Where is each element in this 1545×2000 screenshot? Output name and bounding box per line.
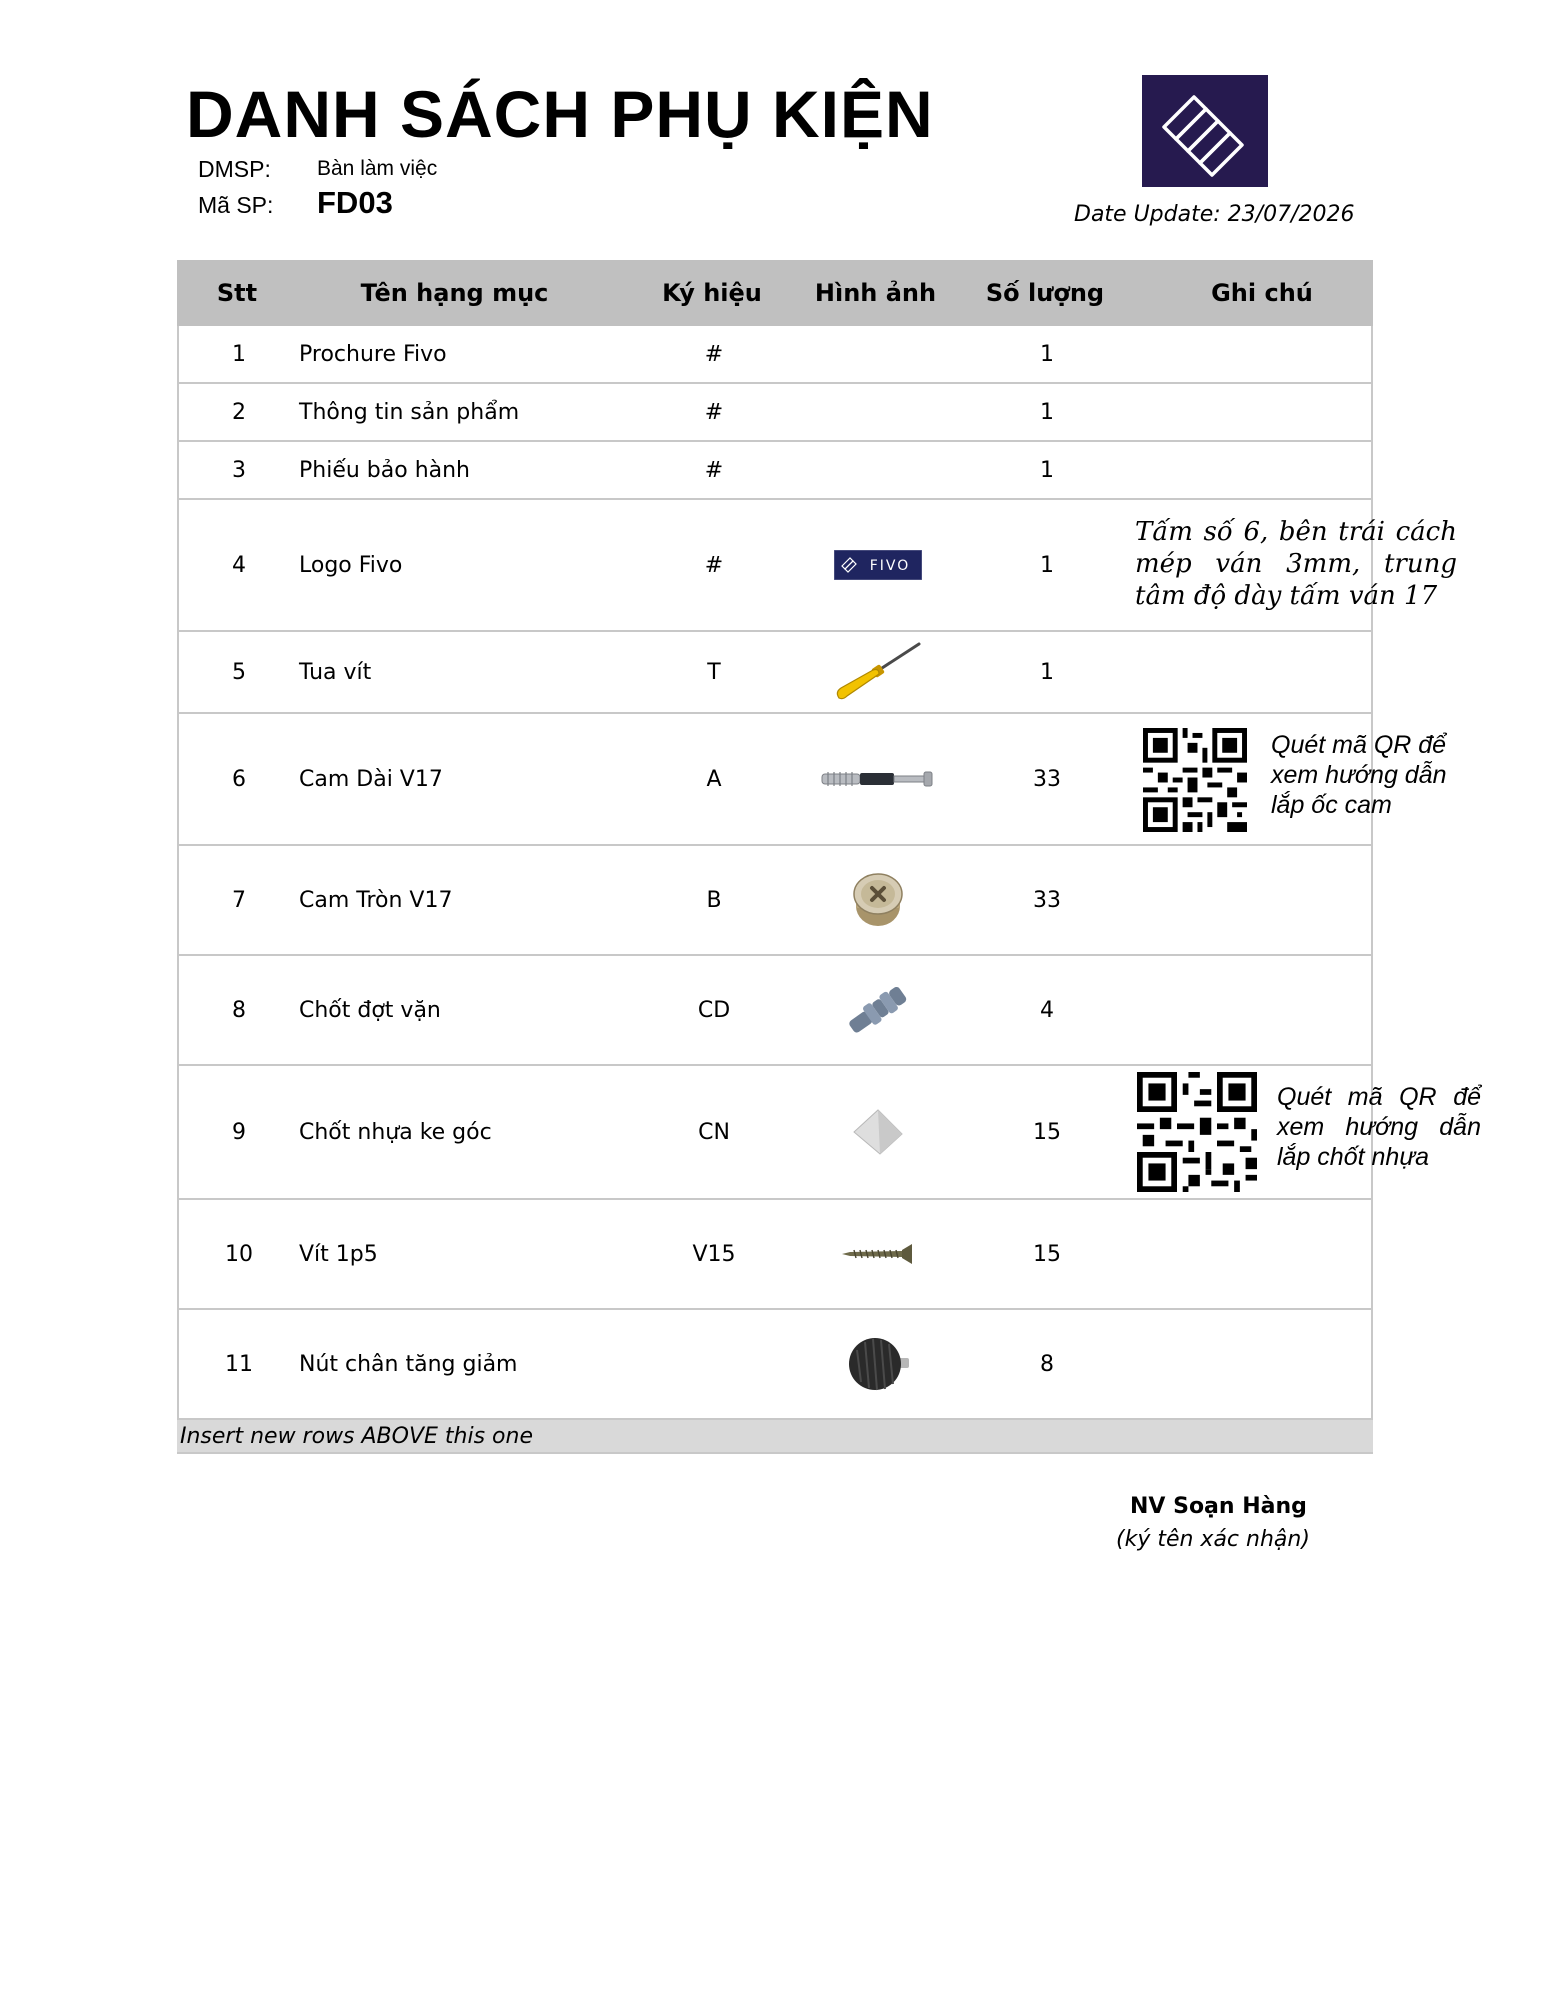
table-row [179,846,1371,956]
row-symbol: CD [697,997,731,1023]
row-symbol: # [704,341,724,367]
row-note [1153,956,1371,1064]
row-qty: 1 [1040,659,1054,685]
signature-title: NV Soạn Hàng [1130,1494,1307,1519]
row-image [814,956,941,1064]
table-row [179,442,1371,500]
qr-instruction-text: Quét mã QR để xem hướng dẫn lắp ốc cam [1271,731,1447,819]
plastic-corner-block-icon [848,1104,908,1160]
row-symbol: T [707,659,721,685]
table-row [179,1066,1481,1200]
row-name: Nút chân tăng giảm [299,1351,518,1377]
dmsp-value: Bàn làm việc [317,157,438,180]
row-qty: 4 [1040,997,1054,1023]
row-image [814,442,941,498]
fivo-logo-badge-icon [834,550,922,580]
row-image [814,632,941,712]
date-update: Date Update: 23/07/2026 [1074,202,1355,227]
masp-label: Mã SP: [198,192,274,218]
row-stt: 8 [232,997,246,1023]
table-row [179,500,1457,632]
accessory-table [177,260,1481,1454]
row-stt: 6 [232,766,246,792]
company-logo-icon [1142,75,1268,187]
dmsp-label: DMSP: [198,156,271,182]
row-qty: 1 [1040,341,1054,367]
table-row [179,956,1371,1066]
row-note [1135,500,1457,630]
table-row [179,326,1371,384]
row-qty: 15 [1033,1241,1061,1267]
row-note [1153,1200,1371,1308]
row-name: Tua vít [299,659,372,685]
qr-code-icon [1143,728,1247,832]
row-symbol: V15 [692,1241,736,1267]
row-stt: 1 [232,341,246,367]
row-symbol [614,1310,814,1418]
row-qty: 1 [1040,399,1054,425]
row-qty: 8 [1040,1351,1054,1377]
screwdriver-icon [833,640,923,704]
row-qty: 1 [1040,457,1054,483]
row-name: Cam Tròn V17 [299,887,453,913]
col-note: Ghi chú [1211,279,1313,307]
row-note [1153,846,1371,954]
row-symbol: # [704,552,724,578]
row-stt: 7 [232,887,246,913]
row-name: Phiếu bảo hành [299,457,471,483]
row-qty: 33 [1033,887,1061,913]
row-name: Thông tin sản phẩm [299,399,520,425]
row-image [814,500,941,630]
row-stt: 4 [232,552,246,578]
table-row [179,384,1371,442]
row-stt: 10 [225,1241,253,1267]
round-cam-lock-icon [850,870,906,930]
fivo-logo-text: FIVO [869,558,910,574]
row-name: Chốt đợt vặn [299,997,441,1023]
table-header [177,260,1373,326]
row-name: Vít 1p5 [299,1241,378,1267]
col-image: Hình ảnh [814,279,937,307]
row-note [1153,442,1371,498]
dowel-pin-icon [840,979,916,1041]
leveling-foot-icon [843,1334,913,1394]
col-qty: Số lượng [985,279,1105,307]
row-stt: 11 [225,1351,253,1377]
row-note [1153,632,1371,712]
row-qty: 1 [1040,552,1054,578]
row-image [814,1066,941,1198]
row-note [1153,326,1371,382]
row-image [814,1310,941,1418]
row-symbol: CN [698,1119,730,1145]
row-name: Prochure Fivo [299,341,447,367]
table-body [177,326,1481,1420]
row-note [1153,384,1371,440]
row-stt: 3 [232,457,246,483]
row-symbol: A [706,766,722,792]
table-row [179,1200,1371,1310]
table-row [179,1310,1371,1420]
row-qty: 15 [1033,1119,1061,1145]
row-image [814,326,941,382]
table-row [179,714,1447,846]
wood-screw-icon [840,1242,916,1266]
row-image [814,846,941,954]
col-name: Tên hạng mục [360,279,549,307]
row-image [814,1200,941,1308]
masp-value: FD03 [317,185,393,220]
row-symbol: # [704,399,724,425]
row-note [1153,1310,1371,1418]
row-stt: 5 [232,659,246,685]
page-title: DANH SÁCH PHỤ KIỆN [186,77,934,151]
col-symbol: Ký hiệu [662,279,762,307]
row-image [814,714,941,844]
col-stt: Stt [216,279,258,307]
row-note-text: Tấm số 6, bên trái cách mép ván 3mm, trung tâm độ dày tấm ván 17 [1135,517,1457,611]
row-symbol: B [706,887,722,913]
qr-code-icon [1137,1072,1257,1192]
row-symbol: # [704,457,724,483]
qr-instruction-text: Quét mã QR để xem hướng dẫn lắp chốt nhựa [1277,1083,1481,1171]
row-name: Logo Fivo [299,552,403,578]
row-note [1153,714,1447,844]
row-name: Chốt nhựa ke góc [299,1119,492,1145]
row-note [1153,1066,1481,1198]
long-cam-bolt-icon [820,767,936,791]
row-stt: 2 [232,399,246,425]
row-name: Cam Dài V17 [299,766,443,792]
row-qty: 33 [1033,766,1061,792]
table-row [179,632,1371,714]
insert-rows-note: Insert new rows ABOVE this one [177,1420,1373,1454]
signature-subtitle: (ký tên xác nhận) [1116,1527,1310,1552]
row-image [814,384,941,440]
row-stt: 9 [232,1119,246,1145]
